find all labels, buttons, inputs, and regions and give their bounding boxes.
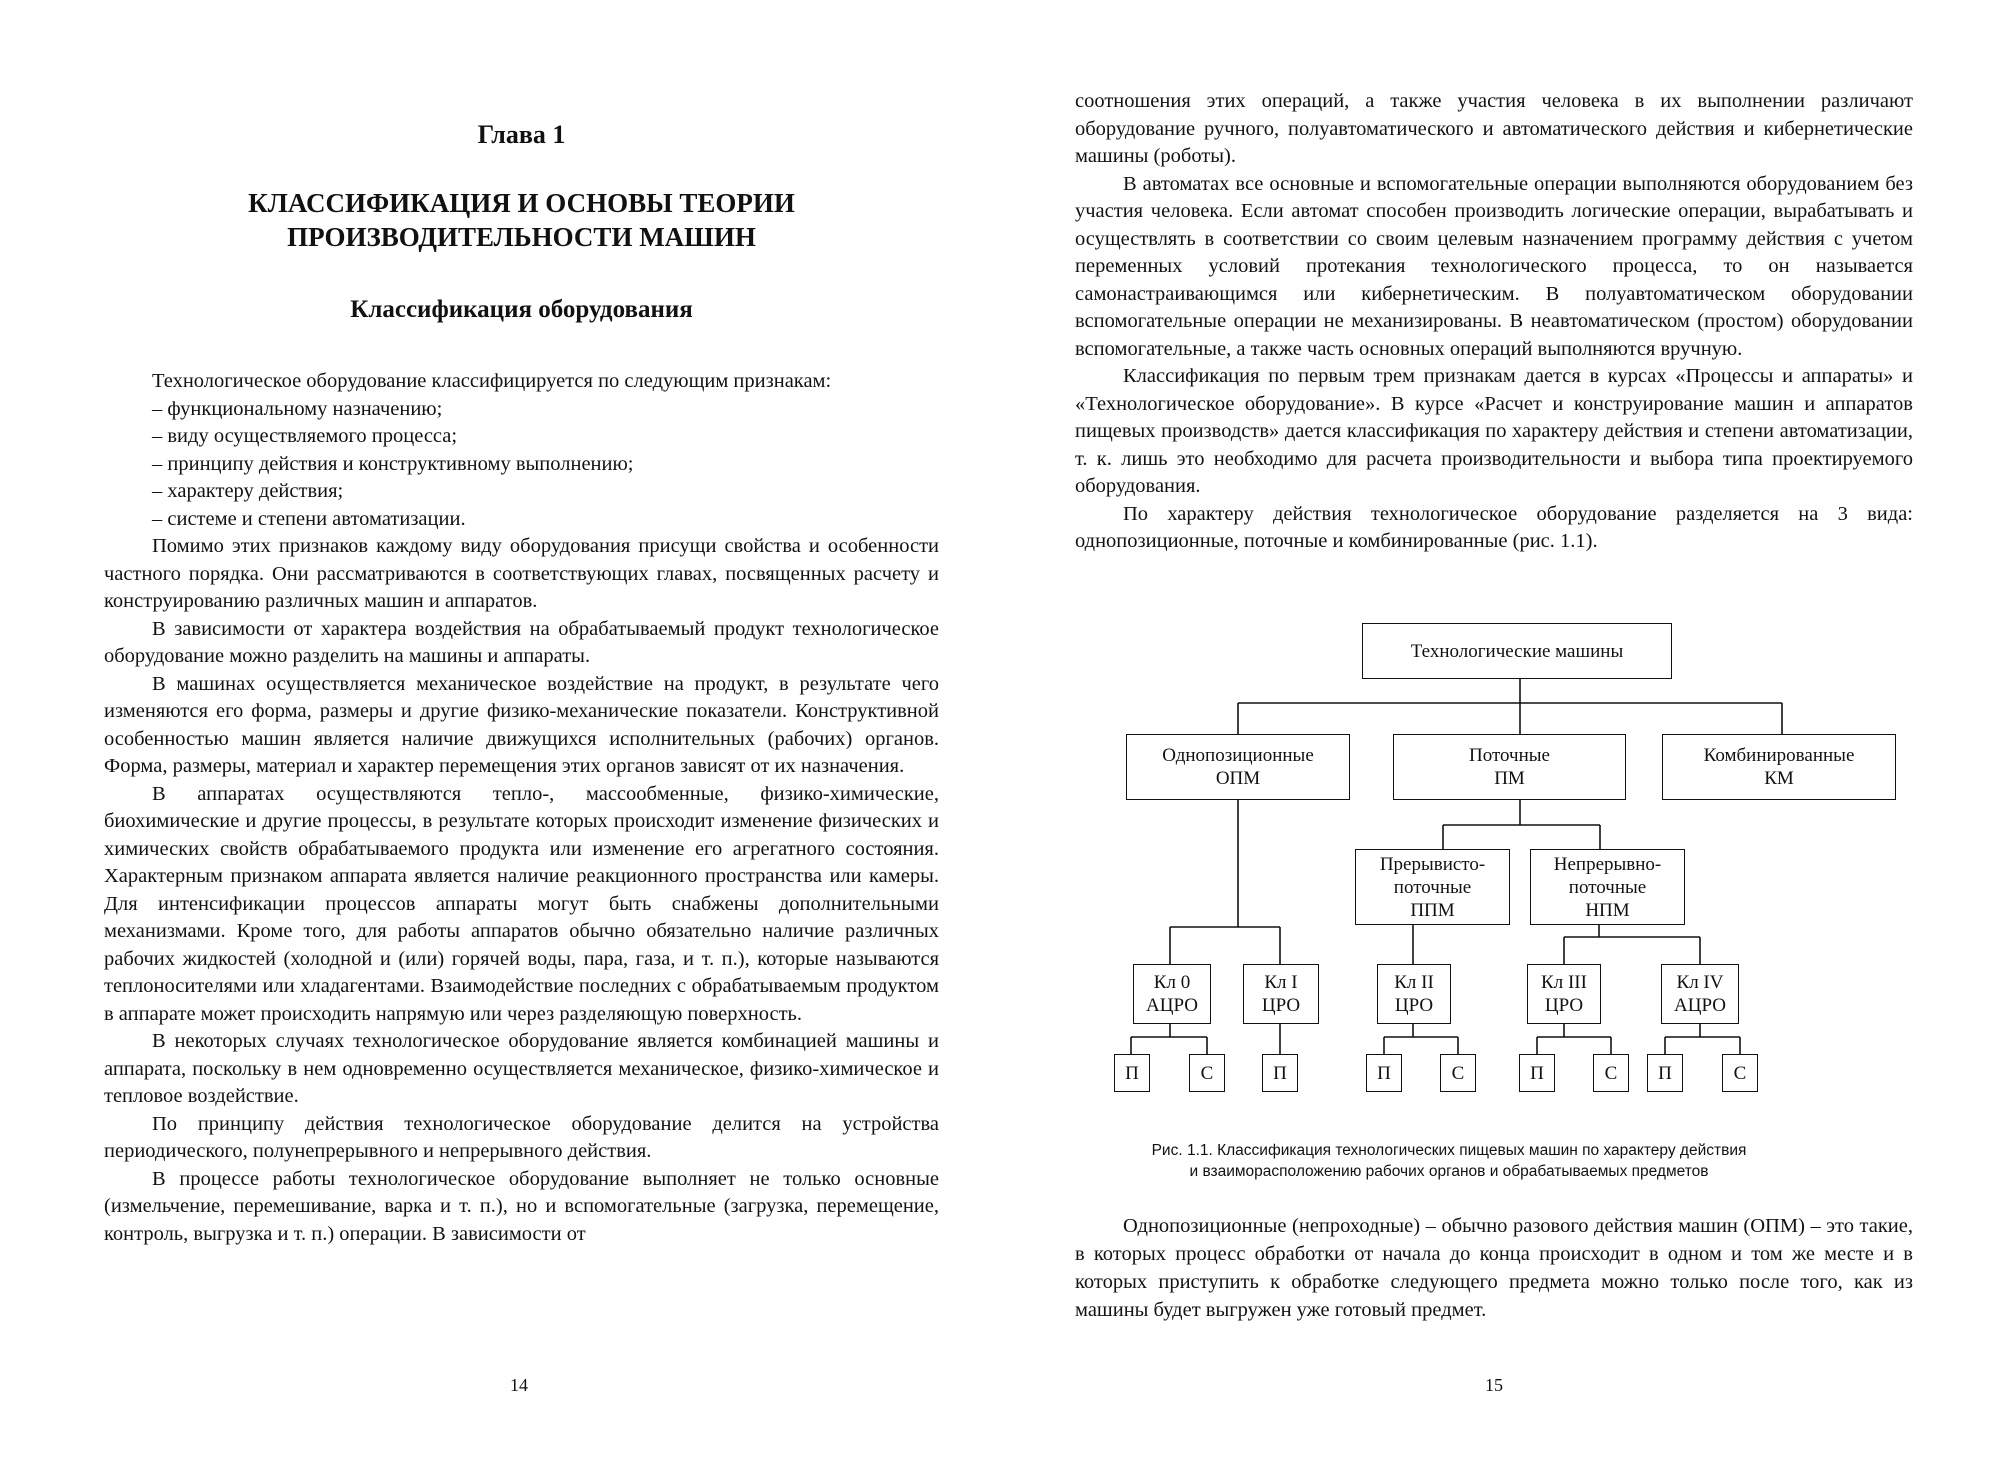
node-label: П (1658, 1062, 1672, 1084)
leaf-c (1440, 1054, 1476, 1092)
node-label: С (1451, 1062, 1465, 1084)
list-item: – виду осуществляемого процесса; (152, 425, 458, 447)
leaf-c (1722, 1054, 1758, 1092)
node-label: Кл I (1264, 972, 1298, 993)
classification-diagram (1100, 617, 1920, 1117)
node-label: С (1200, 1062, 1214, 1084)
node-label: КМ (1764, 768, 1794, 789)
node-label: ППМ (1410, 899, 1455, 921)
node-label: НПМ (1585, 899, 1630, 921)
node-class-3 (1527, 964, 1601, 1024)
leaf-p (1114, 1054, 1150, 1092)
paragraph: В аппаратах осуществляются тепло-, массообменные, физико-химические, биохимические и другие процессы, в результате которых происходит изменение физических и химических свойств обрабатываемого продукта или изменение его агрегатного состояния. Характерным признаком аппарата является наличие реакционного пространства или камеры. Для интенсификации процессов аппараты могут быть снабжены дополнительными механизмами. Кроме того, для работы аппаратов обычно обязательно наличие различных рабочих жидкостей (холодной и (или) горячей воды, пара, газа, и т. п.), которые называются теплоносителями или хладагентами. Взаимодействие последних с обрабатываемым продуктом в аппарате может происходить напрямую или через разделяющую поверхность. (104, 782, 939, 1025)
caption-line: и взаиморасположению рабочих органов и обрабатываемых предметов (1189, 1163, 1709, 1180)
node-opm (1126, 734, 1350, 800)
leaf-p (1647, 1054, 1683, 1092)
right-text-column (1075, 88, 1913, 556)
node-label: ПМ (1494, 768, 1525, 789)
node-label: Поточные (1469, 745, 1550, 766)
node-label: П (1377, 1062, 1391, 1084)
chapter-title-line: КЛАССИФИКАЦИЯ И ОСНОВЫ ТЕОРИИ (248, 188, 795, 218)
page-number: 15 (1485, 1375, 1503, 1395)
node-label: АЦРО (1146, 995, 1198, 1016)
section-heading: Классификация оборудования (350, 296, 693, 323)
node-label: Непрерывно- (1553, 853, 1662, 875)
paragraph: Помимо этих признаков каждому виду оборудования присущи свойства и особенности частного порядка. Они рассматриваются в соответствующих главах, посвященных расчету и конструированию различных машин и аппаратов. (104, 535, 939, 612)
paragraph: По характеру действия технологическое оборудование разделяется на 3 вида: однопозиционные, поточные и комбинированные (рис. 1.1). (1075, 502, 1913, 552)
right-text-after-figure (1075, 1212, 1913, 1324)
node-class-2 (1377, 964, 1451, 1024)
node-label: Кл IV (1676, 972, 1724, 993)
node-label: Кл II (1394, 972, 1434, 993)
page-number: 14 (510, 1375, 528, 1395)
node-pm (1393, 734, 1626, 800)
node-npm (1530, 849, 1685, 925)
node-class-0 (1133, 964, 1211, 1024)
node-class-4 (1661, 964, 1739, 1024)
feature-list (104, 396, 939, 534)
list-item: – функциональному назначению; (152, 397, 443, 420)
node-class-1 (1243, 964, 1319, 1024)
node-label: ОПМ (1215, 768, 1261, 789)
leaf-c (1189, 1054, 1225, 1092)
chapter-heading: Глава 1 (477, 120, 566, 149)
node-label: поточные (1393, 876, 1472, 898)
node-label: П (1530, 1062, 1544, 1084)
paragraph: В машинах осуществляется механическое воздействие на продукт, в результате чего изменяются его форма, размеры и другие физико-механические показатели. Конструктивной особенностью машин является наличие движущихся исполнительных (рабочих) органов. Форма, размеры, материал и характер перемещения этих органов зависят от их назначения. (104, 672, 939, 777)
node-label: С (1733, 1062, 1747, 1084)
node-label: ЦРО (1544, 995, 1584, 1016)
node-label: С (1604, 1062, 1618, 1084)
leaf-p (1519, 1054, 1555, 1092)
paragraph: В зависимости от характера воздействия на обрабатываемый продукт технологическое оборудование можно разделить на машины и аппараты. (104, 617, 939, 667)
node-technological-machines (1362, 623, 1672, 679)
node-ppm (1355, 849, 1510, 925)
paragraph: В автоматах все основные и вспомогательные операции выполняются оборудованием без участия человека. Если автомат способен производить логические операции, вырабатывать и осуществлять в соответствии со своим целевым назначением программу действия с учетом переменных условий протекания технологического процесса, то он называется самонастраивающимся или кибернетическим. В полуавтоматическом оборудовании вспомогательные операции не механизированы. В неавтоматическом (простом) оборудовании вспомогательные, а также часть основных операций выполняются вручную. (1075, 172, 1913, 360)
left-text-column (104, 120, 939, 1248)
leaf-c (1593, 1054, 1629, 1092)
node-label: П (1273, 1062, 1287, 1084)
node-label: Комбинированные (1703, 745, 1855, 766)
node-label: Однопозиционные (1162, 745, 1314, 766)
list-item: – принципу действия и конструктивному выполнению; (152, 452, 634, 475)
paragraph: По принципу действия технологическое оборудование делится на устройства периодического, полунепрерывного и непрерывного действия. (104, 1112, 939, 1162)
paragraph: Технологическое оборудование классифицируется по следующим признакам: (152, 370, 832, 392)
node-label: Кл 0 (1153, 972, 1191, 993)
node-label: АЦРО (1674, 995, 1726, 1016)
paragraph: Однопозиционные (непроходные) – обычно разового действия машин (ОПМ) – это такие, в которых процесс обработки от начала до конца происходит в одном и том же месте и в которых приступить к обработке следующего предмета можно только после того, как из машины будет выгружен уже готовый предмет. (1075, 1215, 1913, 1321)
node-label: Прерывисто- (1379, 853, 1486, 875)
paragraph: Классификация по первым трем признакам дается в курсах «Процессы и аппараты» и «Технологическое оборудование». В курсе «Расчет и конструирование машин и аппаратов пищевых производств» дается классификация по характеру действия и степени автоматизации, т. к. лишь это необходимо для расчета производительности и выбора типа проектируемого оборудования. (1075, 365, 1913, 497)
node-km (1662, 734, 1896, 800)
right-page (1000, 0, 2000, 1462)
leaf-p (1262, 1054, 1298, 1092)
chapter-title (104, 186, 939, 254)
figure-caption (1030, 1140, 1868, 1182)
leaf-p (1366, 1054, 1402, 1092)
chapter-title-line: ПРОИЗВОДИТЕЛЬНОСТИ МАШИН (287, 222, 756, 252)
node-label: ЦРО (1261, 995, 1301, 1016)
caption-line: Рис. 1.1. Классификация технологических пищевых машин по характеру действия (1151, 1142, 1747, 1159)
paragraph: В процессе работы технологическое оборудование выполняет не только основные (измельчение, перемешивание, варка и т. п.), но и вспомогательные (загрузка, перемещение, контроль, выгрузка и т. п.) операции. В зависимости от (104, 1167, 939, 1245)
node-label: Кл III (1541, 972, 1587, 993)
paragraph: В некоторых случаях технологическое оборудование является комбинацией машины и аппарата, поскольку в нем одновременно осуществляется механическое, физико-химическое и тепловое воздействие. (104, 1030, 939, 1107)
node-label: ЦРО (1394, 995, 1434, 1016)
node-label: Технологические машины (1410, 640, 1624, 662)
node-label: поточные (1568, 876, 1647, 898)
diagram-connectors (1100, 617, 1920, 1117)
list-item: – системе и степени автоматизации. (152, 507, 466, 530)
node-label: П (1125, 1062, 1139, 1084)
paragraph: соотношения этих операций, а также участия человека в их выполнении различают оборудование ручного, полуавтоматического и автоматического действия и кибернетические машины (роботы). (1075, 90, 1913, 167)
list-item: – характеру действия; (152, 480, 344, 502)
